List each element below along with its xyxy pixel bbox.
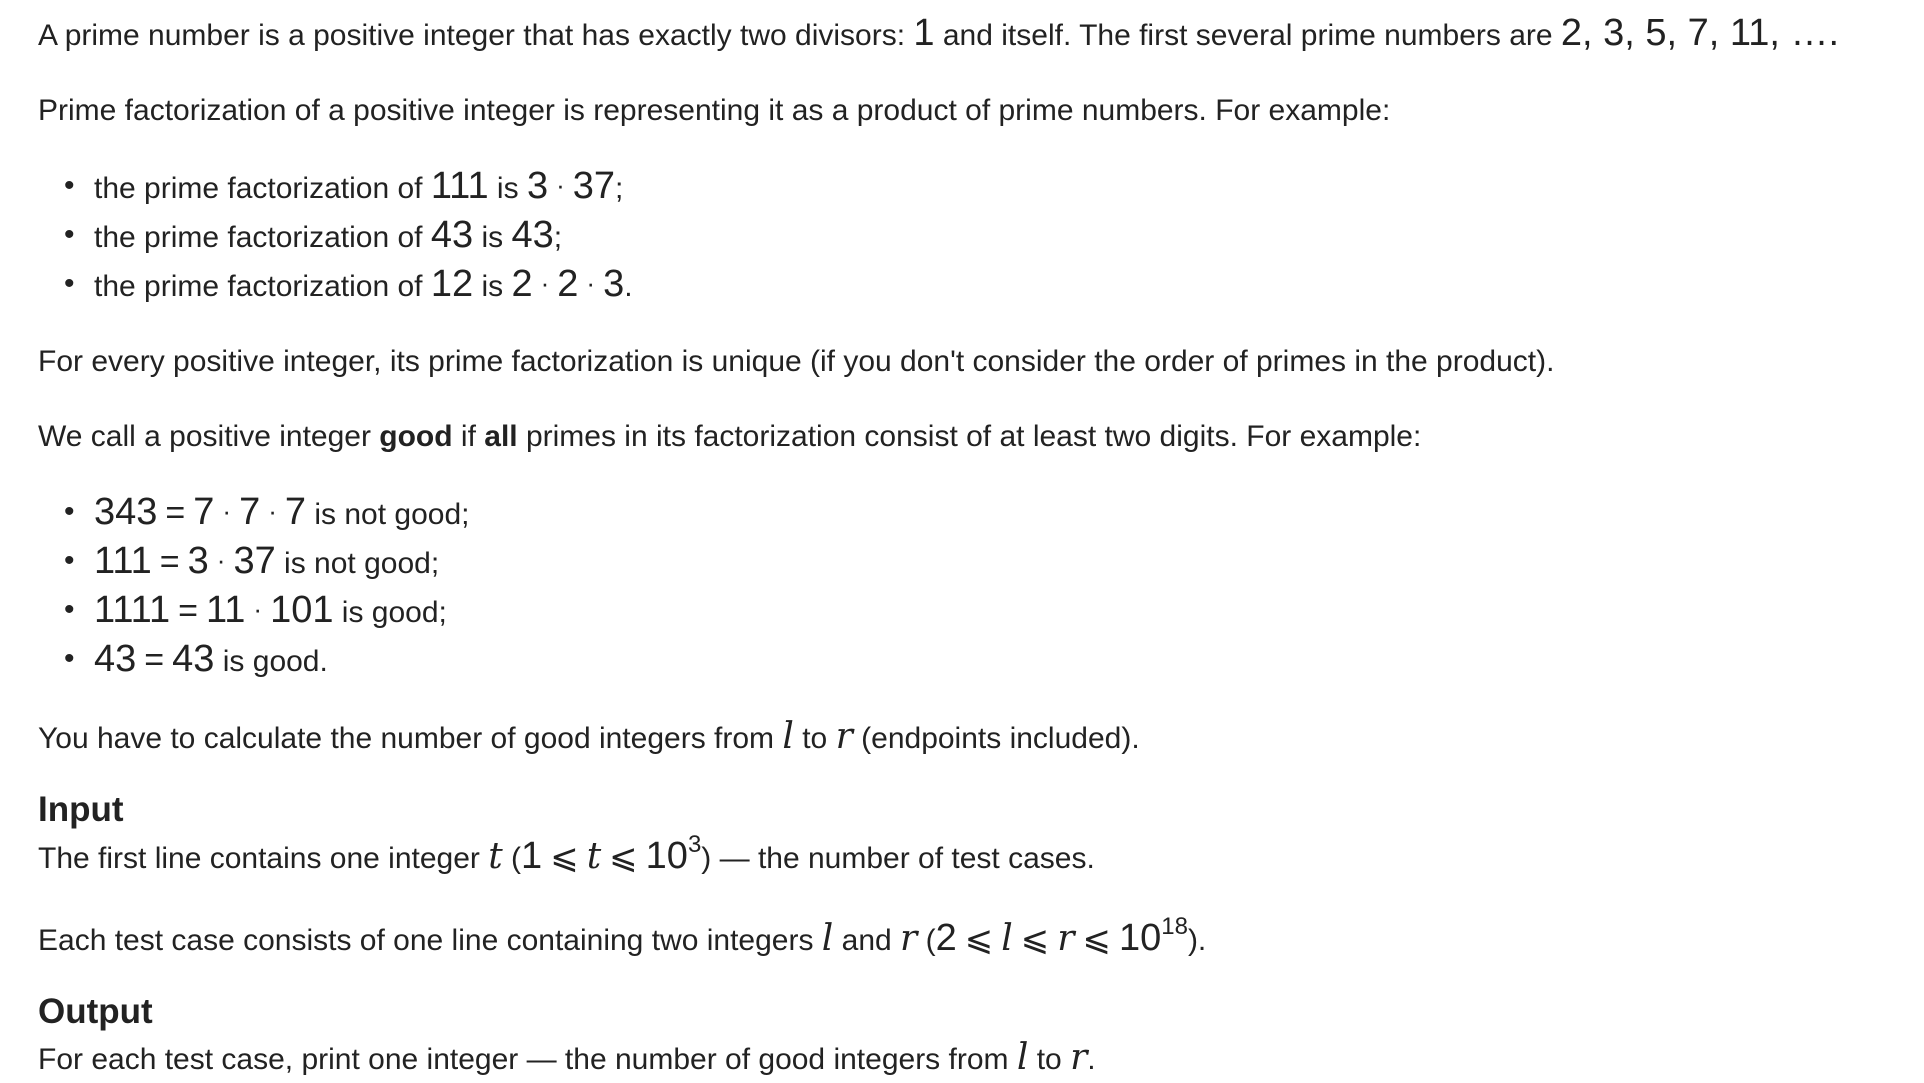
dot-operator: ·	[540, 268, 550, 298]
math-factor: 101	[270, 589, 334, 631]
math-number: 12	[430, 263, 474, 305]
math-factor: 7	[239, 491, 261, 533]
dot-operator: ·	[586, 268, 596, 298]
var-t: t	[586, 836, 602, 877]
math-number: 43	[430, 214, 474, 256]
le-sign: ⩽	[1020, 920, 1050, 958]
math-base: 10	[645, 835, 688, 877]
math-factor: 43	[511, 214, 554, 256]
def-text: if	[452, 420, 485, 453]
var-l: l	[782, 716, 794, 757]
list-item	[94, 261, 1898, 310]
le-sign: ⩽	[550, 838, 579, 876]
var-r: r	[1070, 1037, 1088, 1078]
dot-operator: ·	[556, 170, 565, 200]
var-l: l	[821, 918, 834, 959]
math-number: 111	[94, 540, 152, 582]
intro-text: A prime number is a positive integer that has exactly two divisors:	[38, 19, 914, 52]
item-text: is	[473, 270, 512, 303]
input-line-1	[38, 833, 1898, 882]
math-number: 343	[94, 491, 158, 533]
list-item	[94, 163, 1898, 212]
equals-sign: =	[178, 592, 198, 630]
bold-all: all	[484, 420, 518, 453]
bold-good: good	[379, 420, 453, 453]
var-l: l	[1001, 918, 1013, 959]
le-sign: ⩽	[1082, 920, 1111, 958]
var-r: r	[900, 918, 918, 959]
verdict-text: is not good;	[275, 547, 440, 580]
task-text: to	[793, 722, 836, 755]
le-sign: ⩽	[964, 920, 994, 958]
output-text: to	[1028, 1043, 1071, 1076]
item-text: ;	[553, 221, 563, 254]
math-factor: 43	[172, 638, 215, 680]
def-text: primes in its factorization consist of at least two digits. For example:	[517, 420, 1422, 453]
problem-statement	[38, 10, 1898, 1083]
equals-sign: =	[144, 641, 165, 679]
task-text: You have to calculate the number of good integers from	[38, 722, 783, 755]
math-base: 10	[1118, 917, 1162, 959]
verdict-text: is good.	[214, 645, 328, 678]
math-factor: 7	[193, 491, 215, 533]
math-number: 1	[521, 835, 543, 877]
item-text: is	[473, 221, 512, 254]
output-text: .	[1087, 1043, 1096, 1076]
input-text: ).	[1187, 924, 1207, 957]
math-number: 1111	[94, 589, 171, 631]
item-text: the prime factorization of	[94, 172, 431, 205]
math-factor: 37	[233, 540, 276, 582]
math-factor: 2	[557, 263, 579, 305]
equals-sign: =	[165, 494, 186, 532]
math-number: 2	[935, 917, 957, 959]
factorization-intro: Prime factorization of a positive integer is representing it as a product of prime numbers. For example:	[38, 94, 1391, 127]
task-paragraph	[38, 714, 1898, 762]
le-sign: ⩽	[609, 838, 638, 876]
uniqueness-paragraph: For every positive integer, its prime factorization is unique (if you don't consider the order of primes in the product).	[38, 345, 1555, 378]
dot-operator: ·	[268, 496, 277, 526]
math-factor: 2	[511, 263, 533, 305]
math-number: 43	[94, 638, 137, 680]
output-text: For each test case, print one integer — the number of good integers from	[38, 1043, 1017, 1076]
list-item	[94, 636, 1898, 685]
intro-paragraph	[38, 10, 1898, 59]
item-text: the prime factorization of	[94, 270, 431, 303]
good-examples	[38, 489, 1898, 685]
input-text: and	[833, 924, 901, 957]
input-text: The first line contains one integer	[38, 842, 489, 875]
dot-operator: ·	[253, 594, 263, 624]
list-item	[94, 587, 1898, 636]
var-t: t	[488, 836, 503, 877]
math-one: 1	[913, 12, 935, 54]
prime-list: 2, 3, 5, 7, 11, ….	[1560, 12, 1840, 54]
list-item	[94, 538, 1898, 587]
math-factor: 3	[526, 165, 549, 207]
task-text: (endpoints included).	[852, 722, 1140, 755]
var-r: r	[1057, 918, 1075, 959]
factorization-examples	[38, 163, 1898, 310]
item-text: the prime factorization of	[94, 221, 431, 254]
input-line-2	[38, 915, 1898, 964]
math-exponent: 3	[687, 831, 702, 858]
verdict-text: is good;	[333, 596, 447, 629]
input-text: Each test case consists of one line containing two integers	[38, 924, 822, 957]
dot-operator: ·	[222, 496, 232, 526]
list-item	[94, 489, 1898, 538]
math-exponent: 18	[1161, 913, 1188, 940]
math-factor: 37	[572, 165, 616, 207]
math-factor: 3	[187, 540, 209, 582]
math-factor: 3	[603, 263, 625, 305]
dot-operator: ·	[216, 545, 226, 575]
math-factor: 7	[284, 491, 307, 533]
var-l: l	[1016, 1037, 1029, 1078]
verdict-text: is not good;	[306, 498, 470, 531]
output-line	[38, 1035, 1898, 1083]
input-text: ) — the number of test cases.	[701, 842, 1095, 875]
math-number: 111	[430, 165, 489, 207]
item-text: is	[488, 172, 527, 205]
item-text: ;	[615, 172, 624, 205]
intro-text-2: and itself. The first several prime numbers are	[934, 19, 1561, 52]
good-definition	[38, 414, 1898, 460]
input-heading: Input	[38, 790, 124, 829]
var-r: r	[835, 716, 853, 757]
output-heading: Output	[38, 992, 153, 1031]
list-item	[94, 212, 1898, 261]
equals-sign: =	[159, 543, 180, 581]
input-text: (	[502, 842, 522, 875]
def-text: We call a positive integer	[38, 420, 380, 453]
item-text: .	[624, 270, 633, 303]
math-factor: 11	[205, 589, 246, 631]
input-text: (	[917, 924, 936, 957]
